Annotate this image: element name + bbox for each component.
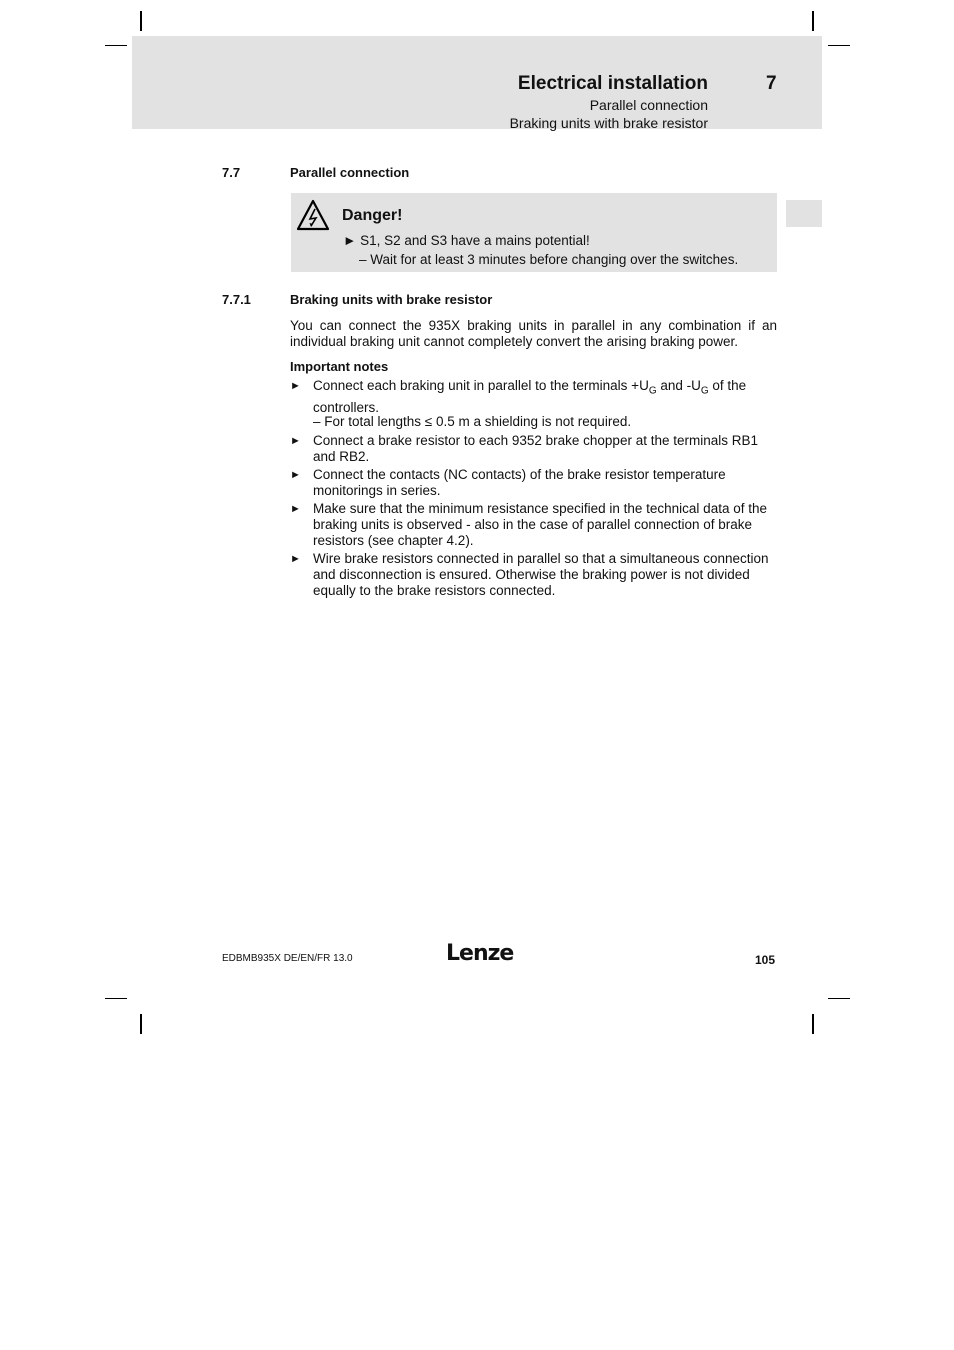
warning-electric-icon xyxy=(296,199,330,231)
crop-mark xyxy=(140,11,142,31)
crop-mark xyxy=(105,998,127,999)
crop-mark xyxy=(812,1014,814,1034)
page-number: 105 xyxy=(755,953,776,967)
subsection-title: Braking units with brake resistor xyxy=(290,292,493,307)
chapter-number: 7 xyxy=(766,73,777,94)
crop-mark xyxy=(828,45,850,46)
list-item xyxy=(290,433,777,465)
header-band xyxy=(132,36,822,129)
notes-heading: Important notes xyxy=(290,359,389,374)
list-item xyxy=(290,378,777,416)
intro-paragraph: You can connect the 935X braking units in parallel in any combination if an individual braking unit cannot completely convert the arising braking power. xyxy=(290,318,777,349)
list-item-text: Connect the contacts (NC contacts) of the brake resistor temperature monitorings in series. xyxy=(313,467,726,498)
lenze-logo: Lenze xyxy=(446,941,514,966)
bullet-arrow-icon: ► xyxy=(290,380,301,392)
list-item-text: Connect a brake resistor to each 9352 brake chopper at the terminals RB1 and RB2. xyxy=(313,433,758,464)
bullet-arrow-icon: ► xyxy=(290,469,301,481)
list-item-text: Make sure that the minimum resistance specified in the technical data of the braking units is observed - also in the case of parallel connection of brake resistors (see chapter 4.2). xyxy=(313,501,767,548)
section-title: Parallel connection xyxy=(290,165,410,180)
document-code: EDBMB935X DE/EN/FR 13.0 xyxy=(222,953,353,964)
list-item-text: Wire brake resistors connected in parallel so that a simultaneous connection and disconnection is ensured. Otherwise the braking power is not divided equally to the brake resistors connected. xyxy=(313,551,769,598)
crop-mark xyxy=(105,45,127,46)
list-item xyxy=(290,467,777,499)
list-item xyxy=(290,501,777,549)
list-subitem: – For total lengths ≤ 0.5 m a shielding is not required. xyxy=(313,414,632,429)
crop-mark xyxy=(812,11,814,31)
header-subtitle: Parallel connection xyxy=(589,97,708,113)
page-title: Electrical installation xyxy=(517,73,708,94)
header-subtitle: Braking units with brake resistor xyxy=(509,115,708,131)
subsection-number: 7.7.1 xyxy=(222,292,251,307)
list-item xyxy=(290,551,777,599)
crop-mark xyxy=(140,1014,142,1034)
bullet-arrow-icon: ► xyxy=(290,435,301,447)
danger-item: ► S1, S2 and S3 have a mains potential! xyxy=(343,233,590,248)
list-item-text: Connect each braking unit in parallel to the terminals $+U_G$ and $-U_G$ of the controllers. xyxy=(313,378,747,415)
bullet-arrow-icon: ► xyxy=(290,503,301,515)
danger-subitem: – Wait for at least 3 minutes before changing over the switches. xyxy=(359,252,739,267)
bullet-arrow-icon: ► xyxy=(290,553,301,565)
section-number: 7.7 xyxy=(222,165,241,180)
danger-notice xyxy=(291,193,777,272)
danger-title: Danger! xyxy=(342,207,403,224)
crop-mark xyxy=(828,998,850,999)
chapter-side-tab xyxy=(786,200,822,227)
